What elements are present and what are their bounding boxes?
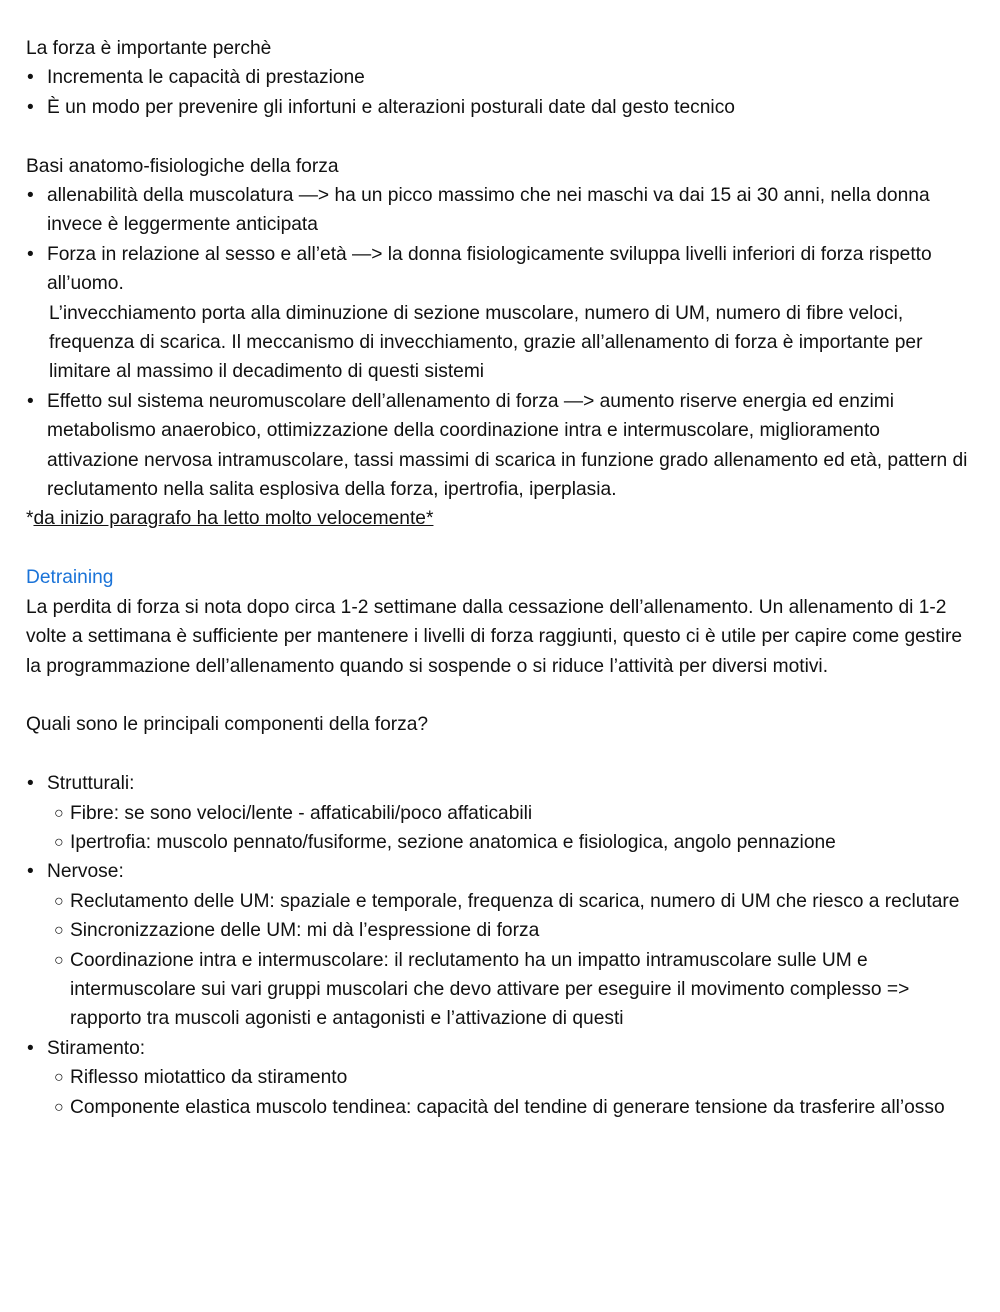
sub-list-item-text: Riflesso miotattico da stiramento <box>70 1067 348 1089</box>
sub-list-item <box>26 916 974 945</box>
list-item <box>26 181 974 240</box>
sub-list-item-text: Sincronizzazione delle UM: mi dà l’espressione di forza <box>70 920 540 942</box>
list-item-continuation: L’invecchiamento porta alla diminuzione di sezione muscolare, numero di UM, numero di fibre veloci, frequenza di scarica. Il meccanismo di invecchiamento, grazie all’allenamento di forza è importante per limitare al massimo il decadimento di questi sistemi <box>49 302 923 383</box>
sub-list-item-text: Coordinazione intra e intermuscolare: il reclutamento ha un impatto intramuscolare sulle UM e intermuscolare sui vari gruppi muscolari che devo attivare per eseguire il movimento complesso => rapporto tra muscoli agonisti e antagonisti e l’attivazione di questi <box>70 949 910 1030</box>
group-label: Stiramento: <box>47 1037 146 1059</box>
sub-list-item <box>26 799 974 828</box>
list-item <box>26 93 974 122</box>
sub-list-item <box>26 946 974 1034</box>
bullet-icon: • <box>27 185 34 207</box>
list-item-text: Incrementa le capacità di prestazione <box>47 67 365 89</box>
note-prefix: * <box>26 508 34 530</box>
list-item <box>26 63 974 92</box>
structural-sublist <box>26 799 974 858</box>
circle-bullet-icon: ○ <box>54 804 64 822</box>
list-item <box>26 857 974 886</box>
circle-bullet-icon: ○ <box>54 1069 64 1087</box>
spacer <box>26 122 974 151</box>
sub-list-item <box>26 828 974 857</box>
section-title: Basi anatomo-fisiologiche della forza <box>26 155 339 177</box>
list-item-text: allenabilità della muscolatura —> ha un picco massimo che nei maschi va dai 15 ai 30 anni, nella donna invece è leggermente anticipata <box>47 185 930 236</box>
stretch-sublist <box>26 1063 974 1122</box>
list-item-text: È un modo per prevenire gli infortuni e alterazioni posturali date dal gesto tecnico <box>47 96 735 118</box>
circle-bullet-icon: ○ <box>54 833 64 851</box>
bullet-icon: • <box>27 243 34 265</box>
sub-list-item <box>26 1063 974 1092</box>
circle-bullet-icon: ○ <box>54 1098 64 1116</box>
group-label: Strutturali: <box>47 773 135 795</box>
bullet-icon: • <box>27 1037 34 1059</box>
bullet-icon: • <box>27 67 34 89</box>
components-list <box>26 1034 974 1063</box>
reading-note <box>26 504 974 533</box>
bullet-icon: • <box>27 96 34 118</box>
sub-list-item-text: Componente elastica muscolo tendinea: capacità del tendine di generare tensione da trasferire all’osso <box>70 1096 945 1118</box>
list-item <box>26 387 974 505</box>
components-question: Quali sono le principali componenti della forza? <box>26 714 429 736</box>
sub-list-item-text: Reclutamento delle UM: spaziale e temporale, frequenza di scarica, numero di UM che riesco a reclutare <box>70 890 960 912</box>
sub-list-item <box>26 1093 974 1122</box>
circle-bullet-icon: ○ <box>54 892 64 910</box>
group-label: Nervose: <box>47 861 124 883</box>
components-list <box>26 769 974 798</box>
list-item <box>26 769 974 798</box>
nervous-sublist <box>26 887 974 1034</box>
list-item-text: Forza in relazione al sesso e all’età —> la donna fisiologicamente sviluppa livelli inferiori di forza rispetto all’uomo. <box>47 243 932 295</box>
bullet-icon: • <box>27 861 34 883</box>
intro-line: La forza è importante perchè <box>26 38 272 59</box>
spacer <box>26 740 974 769</box>
bullet-icon: • <box>27 390 34 412</box>
detraining-body: La perdita di forza si nota dopo circa 1-2 settimane dalla cessazione dell’allenamento. Un allenamento di 1-2 volte a settimana è sufficiente per mantenere i livelli di forza raggiunti, questo ci è utile per capire come gestire la programmazione dell’allenamento quando si sospende o si riduce l’attività per diversi motivi. <box>26 596 963 677</box>
components-list <box>26 857 974 886</box>
bullet-icon: • <box>27 773 34 795</box>
list-item-text: Effetto sul sistema neuromuscolare dell’allenamento di forza —> aumento riserve energia ed enzimi metabolismo anaerobico, ottimizzazione della coordinazione intra e intermuscolare, miglioramento attivazione nervosa intramuscolare, tassi massimi di scarica in funzione grado allenamento ed età, pattern di reclutamento nella salita esplosiva della forza, ipertrofia, iperplasia. <box>47 390 968 501</box>
circle-bullet-icon: ○ <box>54 951 64 969</box>
intro-bullet-list <box>26 63 974 122</box>
basis-bullet-list <box>26 181 974 504</box>
spacer <box>26 681 974 710</box>
sub-list-item <box>26 887 974 916</box>
circle-bullet-icon: ○ <box>54 922 64 940</box>
sub-list-item-text: Fibre: se sono veloci/lente - affaticabili/poco affaticabili <box>70 802 533 824</box>
list-item <box>26 1034 974 1063</box>
list-item <box>26 240 974 387</box>
detraining-heading: Detraining <box>26 567 114 589</box>
note-underlined-text: da inizio paragrafo ha letto molto velocemente* <box>33 508 434 530</box>
spacer <box>26 534 974 563</box>
sub-list-item-text: Ipertrofia: muscolo pennato/fusiforme, sezione anatomica e fisiologica, angolo pennazione <box>70 831 836 853</box>
